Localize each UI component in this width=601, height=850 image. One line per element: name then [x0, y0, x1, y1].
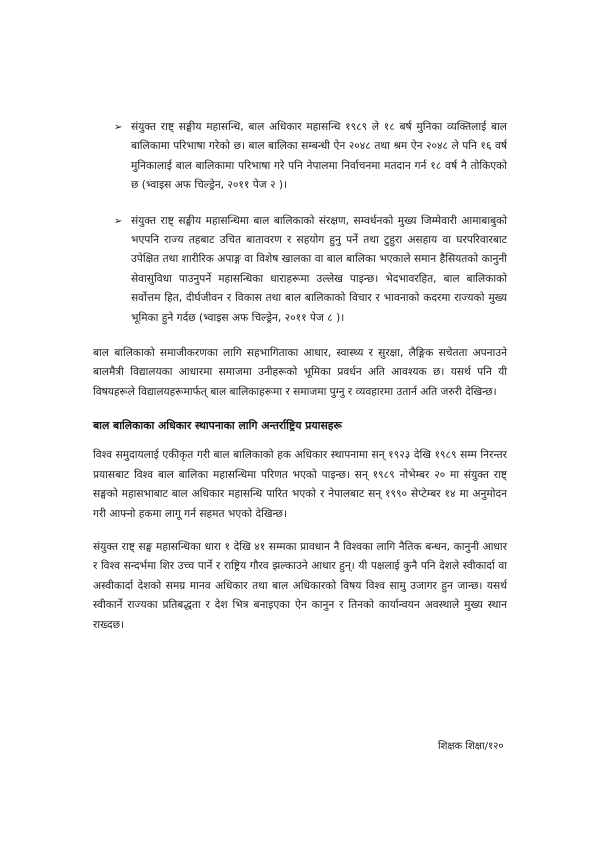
bullet-item-definition — [93, 118, 507, 196]
paragraph-convention-articles: संयुक्त राष्ट् सङ्घ महासन्धिका धारा १ देखि ४१ सम्मका प्रावधान नै विश्वका लागि नैतिक बन्धन, कानुनी आधार र विश्व सन्दर्भमा शिर उच्च पार्ने र राष्ट्रिय गौरव झल्काउने आधार हुन्। यी पक्षलाई कुनै पनि देशले स्वीकार्दा वा अस्वीकार्दा देशको समग्र मानव अधिकार तथा बाल अधिकारको विषय विश्व सामु उजागर हुन जान्छ। यसर्थ स्वीकार्ने राज्यका प्रतिबद्धता र देश भित्र बनाइएका ऐन कानुन र तिनको कार्यान्वयन अवस्थाले मुख्य स्थान राख्दछ। — [93, 540, 507, 631]
bullet-text: संयुक्त राष्ट् सङ्घीय महासन्धि, बाल अधिकार महासन्धि १९८९ ले १८ बर्ष मुनिका व्यक्तिलाई बाल बालिकामा परिभाषा गरेको छ। बाल बालिका सम्बन्धी ऐन २०४८ तथा श्रम ऐन २०४८ ले पनि १६ वर्ष मुनिकालाई बाल बालिकामा परिभाषा गरे पनि नेपालमा निर्वाचनमा मतदान गर्न १८ वर्ष नै तोकिएको छ (भ्वाइस अफ चिल्ड्रेन, २०११ पेज २ )। — [131, 121, 507, 192]
page-content — [93, 118, 507, 649]
bullet-list — [93, 118, 507, 328]
paragraph-international-efforts: विश्व समुदायलाई एकीकृत गरी बाल बालिकाको हक अधिकार स्थापनामा सन् १९२३ देखि १९८९ सम्म निरन्तर प्रयासबाट विश्व बाल बालिका महासन्धिमा परिणत भएको पाइन्छ। सन् १९८९ नोभेम्बर २० मा संयुक्त राष्ट् सङ्घको महासभाबाट बाल अधिकार महासन्धि पारित भएको र नेपालबाट सन् १९९० सेप्टेम्बर १४ मा अनुमोदन गरी आफ्नो हकमा लागू गर्न सहमत भएको देखिन्छ। — [93, 449, 507, 520]
page-footer: शिक्षक शिक्षा/१२० — [438, 741, 504, 752]
bullet-text: संयुक्त राष्ट् सङ्घीय महासन्धिमा बाल बालिकाको संरक्षण, सम्वर्धनको मुख्य जिम्मेवारी आमाबाबुको भएपनि राज्य तहबाट उचित बातावरण र सहयोग हुनु पर्ने तथा टुहुरा असहाय वा घरपरिवारबाट उपेक्षित तथा शारीरिक अपाङ्ग वा विशेष खालका वा बाल बालिका भएकाले समान हैसियतको कानुनी सेवासुविधा पाउनुपर्ने महासन्धिका धाराहरूमा उल्लेख पाइन्छ। भेदभावरहित, बाल बालिकाको सर्वोत्तम हित, दीर्घजीवन र विकास तथा बाल बालिकाको विचार र भावनाको कदरमा राज्यको मुख्य भूमिका हुने गर्दछ (भ्वाइस अफ चिल्ड्रेन, २०११ पेज ८ )। — [131, 214, 507, 324]
paragraph-socialization: बाल बालिकाको समाजीकरणका लागि सहभागिताका आधार, स्वास्थ्य र सुरक्षा, लैङ्गिक सचेतता अपनाउने बालमैत्री विद्यालयका आधारमा समाजमा उनीहरूको भूमिका प्रवर्धन अति आवश्यक छ। यसर्थ पनि यी विषयहरूले विद्यालयहरूमार्फत् बाल बालिकाहरूमा र समाजमा पुग्नु र व्यवहारमा उतार्न अति जरुरी देखिन्छ। — [93, 347, 507, 398]
bullet-item-protection — [93, 212, 507, 328]
arrow-bullet-icon: ➢ — [114, 215, 123, 227]
arrow-bullet-icon: ➢ — [114, 122, 123, 133]
section-heading: बाल बालिकाका अधिकार स्थापनाका लागि अन्तर्राष्ट्रिय प्रयासहरू — [93, 419, 342, 433]
